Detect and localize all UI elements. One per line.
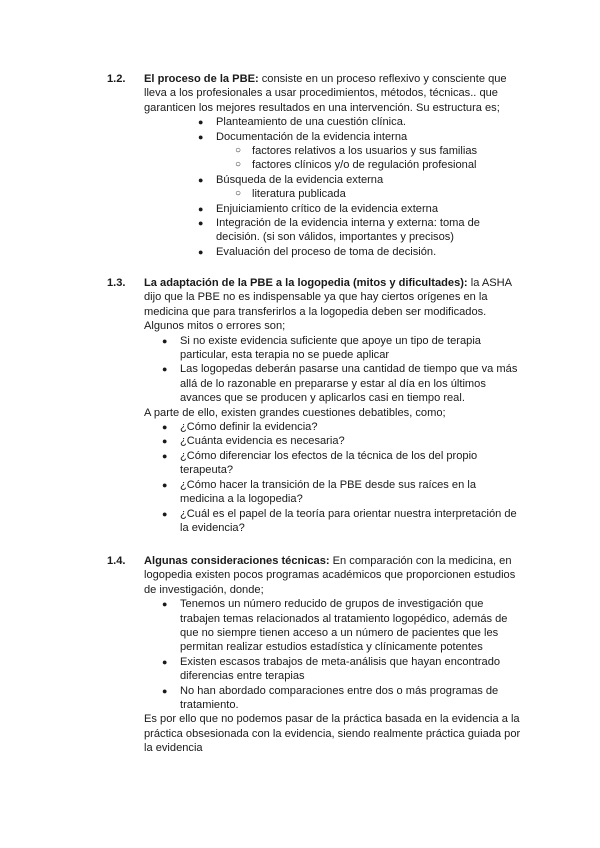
section-closing-text: Es por ello que no podemos pasar de la práctica basada en la evidencia a la práctica obsesionada con la evidencia, siendo realmente práctica guiada por la evidencia xyxy=(144,713,521,755)
bullet-icon: ● xyxy=(198,203,204,214)
list-item: ● Búsqueda de la evidencia externa xyxy=(198,173,384,186)
section-paragraph xyxy=(0,72,600,115)
section-number: 1.2. xyxy=(107,73,126,85)
list-item: ● Planteamiento de una cuestión clínica. xyxy=(198,116,406,129)
list-item: ● Las logopedas deberán pasarse una cantidad de tiempo que va más allá de lo razonable en prepararse y estar al día en los últimos avances que se producen y aplicarlos casi en tiempo real. xyxy=(162,363,518,405)
section-number: 1.4. xyxy=(107,555,126,567)
section-intro: la ASHA dijo que la PBE no es indispensable ya que hay ciertos orígenes en la medicina que para transferirlos a la logopedia deben ser modificados. Algunos mitos o errores son; xyxy=(144,277,512,333)
section-heading: El proceso de la PBE: xyxy=(144,73,259,85)
list-item: ● Tenemos un número reducido de grupos de investigación que trabajen temas relacionados al tratamiento logopédico, además de que no siempre tienen acceso a un número de pacientes que les permitan realizar estudios estadística y clínicamente potentes xyxy=(162,598,508,654)
circle-bullet-icon: ○ xyxy=(235,159,242,171)
bullet-icon: ● xyxy=(198,218,204,229)
bullet-icon: ● xyxy=(198,117,204,128)
list-item: ● Enjuiciamiento crítico de la evidencia externa xyxy=(198,202,438,215)
bullet-icon: ● xyxy=(162,436,168,447)
bullet-icon: ● xyxy=(162,335,168,346)
section-number: 1.3. xyxy=(107,277,126,289)
list-item: ● Si no existe evidencia suficiente que apoye un tipo de terapia particular, esta terapia no se puede aplicar xyxy=(162,334,481,362)
section-heading: La adaptación de la PBE a la logopedia (mitos y dificultades): xyxy=(144,277,468,289)
considerations-list xyxy=(0,597,600,712)
bullet-icon: ● xyxy=(162,364,168,375)
bullet-icon: ● xyxy=(162,422,168,433)
bullet-icon: ● xyxy=(162,685,168,696)
section-1-3 xyxy=(0,276,600,535)
sub-list-item: ○ factores relativos a los usuarios y sus familias xyxy=(235,145,478,158)
section-heading: Algunas consideraciones técnicas: xyxy=(144,555,330,567)
list-item: ● ¿Cómo diferenciar los efectos de la técnica de los del propio terapeuta? xyxy=(162,449,478,477)
structure-list xyxy=(0,115,600,259)
list-item: ● Evaluación del proceso de toma de decisión. xyxy=(198,245,437,258)
list-item: ● Existen escasos trabajos de meta-análisis que hayan encontrado diferencias entre terapias xyxy=(162,655,501,683)
list-item: ● ¿Cómo definir la evidencia? xyxy=(162,421,318,434)
bullet-icon: ● xyxy=(162,479,168,490)
section-1-2 xyxy=(0,72,600,259)
list-item: ● ¿Cuál es el papel de la teoría para orientar nuestra interpretación de la evidencia? xyxy=(162,507,517,534)
list-item: ● ¿Cuánta evidencia es necesaria? xyxy=(162,435,345,448)
section-paragraph xyxy=(0,554,600,597)
list-item: ● Integración de la evidencia interna y externa: toma de decisión. (si son válidos, importantes y precisos) xyxy=(198,217,480,244)
myths-list xyxy=(0,334,600,406)
circle-bullet-icon: ○ xyxy=(235,145,242,157)
bullet-icon: ● xyxy=(198,131,204,142)
section-middle-text: A parte de ello, existen grandes cuestiones debatibles, como; xyxy=(144,406,446,419)
bullet-icon: ● xyxy=(162,599,168,610)
section-intro: En comparación con la medicina, en logopedia existen pocos programas académicos que proporcionen estudios de investigación, donde; xyxy=(144,555,516,596)
list-item: ● No han abordado comparaciones entre dos o más programas de tratamiento. xyxy=(162,684,499,712)
section-1-4 xyxy=(0,554,600,756)
sub-list-item: ○ factores clínicos y/o de regulación profesional xyxy=(235,159,477,172)
list-item: ● ¿Cómo hacer la transición de la PBE desde sus raíces en la medicina a la logopedia? xyxy=(162,478,476,506)
bullet-icon: ● xyxy=(162,656,168,667)
bullet-icon: ● xyxy=(162,508,168,519)
section-paragraph xyxy=(0,276,600,334)
sub-list-item: ○ literatura publicada xyxy=(235,188,346,201)
list-item: ● Documentación de la evidencia interna xyxy=(198,130,408,143)
circle-bullet-icon: ○ xyxy=(235,188,242,200)
questions-list xyxy=(0,420,600,535)
bullet-icon: ● xyxy=(162,450,168,461)
section-intro: consiste en un proceso reflexivo y consciente que lleva a los profesionales a usar procedimientos, métodos, técnicas.. que garanticen los mejores resultados en una intervención. Su estructura es; xyxy=(144,73,507,114)
bullet-icon: ● xyxy=(198,246,204,257)
bullet-icon: ● xyxy=(198,174,204,185)
